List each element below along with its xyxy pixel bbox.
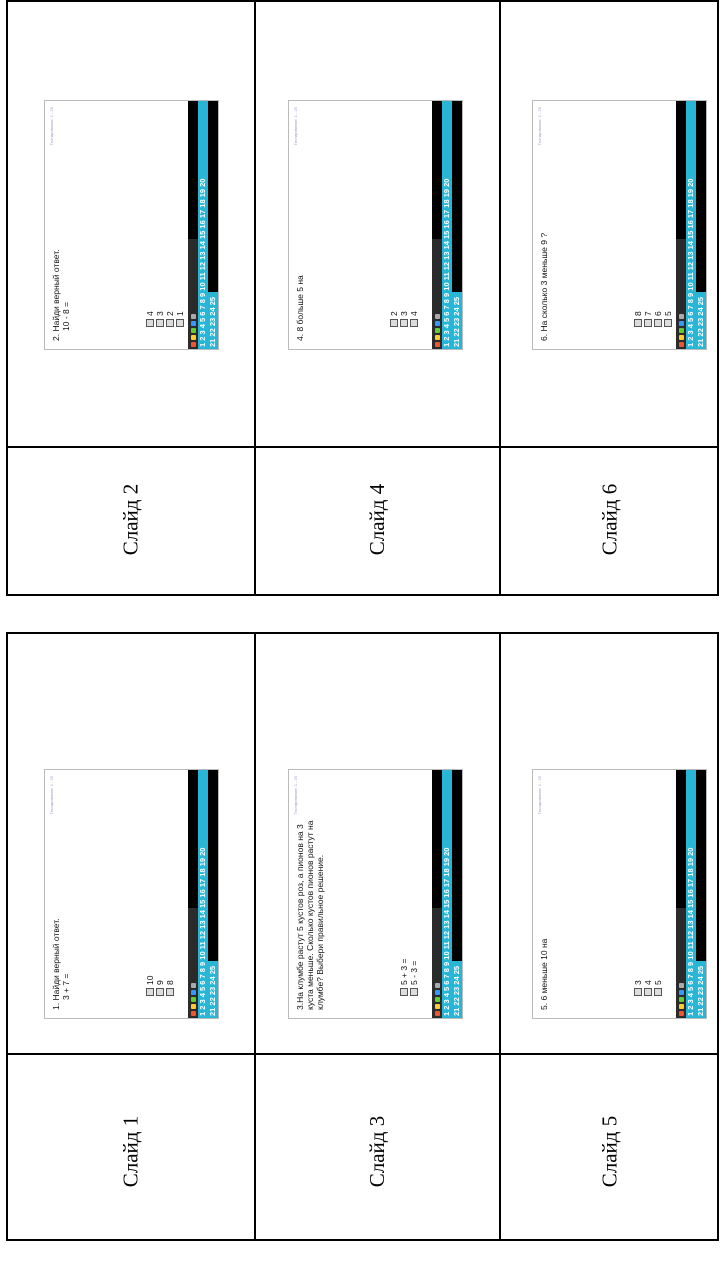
toolbar [188, 239, 198, 349]
question-line: 6. На сколько 3 меньше 9 ? [539, 232, 549, 341]
checkbox[interactable] [390, 319, 398, 327]
question-line: 4. 8 больше 5 на [295, 275, 305, 341]
checkbox[interactable] [400, 988, 408, 996]
answer-option: 8 [633, 311, 643, 316]
answer-option: 9 [155, 980, 165, 985]
slide-thumbnail-1 [44, 776, 294, 1194]
slide-thumbnail-6 [532, 107, 725, 525]
slides-table-top [6, 0, 719, 596]
question-line: 10 - 8 = [61, 301, 71, 331]
slide-thumbnail-4 [288, 107, 538, 525]
question-line: куста меньше. Сколько кустов пионов растут на [305, 820, 315, 1010]
navigation-bar [188, 770, 218, 1018]
answer-option: 8 [165, 980, 175, 985]
answer-option: 5 + 3 = [399, 958, 409, 985]
watermark: Тестирование: 1 - 25 [49, 776, 54, 815]
checkbox[interactable] [400, 319, 408, 327]
watermark: Тестирование: 1 - 25 [49, 107, 54, 146]
toolbar [676, 239, 686, 349]
slide-numbers[interactable]: 21 22 23 24 25 [696, 961, 706, 1018]
answer-option: 10 [145, 975, 155, 985]
slide-label: Слайд 3 [365, 1115, 389, 1188]
navigation-bar [676, 770, 706, 1018]
checkbox[interactable] [156, 988, 164, 996]
checkbox[interactable] [644, 988, 652, 996]
navigation-bar [432, 101, 462, 349]
watermark: Тестирование: 1 - 25 [537, 107, 542, 146]
answer-option: 2 [389, 311, 399, 316]
checkbox[interactable] [634, 988, 642, 996]
slide-label: Слайд 4 [365, 483, 389, 556]
toolbar [676, 908, 686, 1018]
question-line: 2. Найди верный ответ. [51, 249, 61, 341]
slide-numbers[interactable]: 21 22 23 24 25 [696, 292, 706, 349]
slide-label: Слайд 6 [597, 483, 622, 556]
answer-option: 4 [409, 311, 419, 316]
navigation-bar [188, 101, 218, 349]
answer-option: 3 [633, 980, 643, 985]
slide-label: Слайд 5 [597, 1115, 622, 1188]
answer-option: 4 [145, 311, 155, 316]
checkbox[interactable] [166, 988, 174, 996]
slide-numbers[interactable]: 21 22 23 24 25 [452, 961, 462, 1018]
checkbox[interactable] [156, 319, 164, 327]
slide-numbers[interactable]: 1 2 3 4 5 6 7 8 9 10 11 12 13 14 15 16 17 18 19 20 [442, 101, 452, 349]
slide-numbers[interactable]: 1 2 3 4 5 6 7 8 9 10 11 12 13 14 15 16 17 18 19 20 [442, 770, 452, 1018]
question-line: 5. 6 меньше 10 на [539, 938, 549, 1010]
answer-option: 1 [175, 311, 185, 316]
question-line: 1. Найди верный ответ. [51, 918, 61, 1010]
slide-numbers[interactable]: 21 22 23 24 25 [208, 961, 218, 1018]
answer-option: 5 - 3 = [409, 960, 419, 985]
watermark: Тестирование: 1 - 25 [293, 107, 298, 146]
checkbox[interactable] [634, 319, 642, 327]
slide-numbers[interactable]: 1 2 3 4 5 6 7 8 9 10 11 12 13 14 15 16 17 18 19 20 [198, 101, 208, 349]
watermark: Тестирование: 1 - 25 [537, 776, 542, 815]
slide-thumbnail-2 [44, 107, 294, 525]
checkbox[interactable] [166, 319, 174, 327]
question-line: 3 + 7 = [61, 973, 71, 1000]
toolbar [432, 908, 442, 1018]
answer-option: 7 [643, 311, 653, 316]
checkbox[interactable] [146, 988, 154, 996]
checkbox[interactable] [410, 319, 418, 327]
slide-thumbnail-5 [532, 776, 725, 1194]
slide-numbers[interactable]: 1 2 3 4 5 6 7 8 9 10 11 12 13 14 15 16 17 18 19 20 [686, 101, 696, 349]
checkbox[interactable] [654, 319, 662, 327]
slide-numbers[interactable]: 1 2 3 4 5 6 7 8 9 10 11 12 13 14 15 16 17 18 19 20 [198, 770, 208, 1018]
navigation-bar [432, 770, 462, 1018]
toolbar [188, 908, 198, 1018]
slide-numbers[interactable]: 21 22 23 24 25 [452, 292, 462, 349]
slide-label: Слайд 2 [118, 483, 143, 556]
answer-option: 3 [155, 311, 165, 316]
slide-thumbnail-3 [288, 776, 538, 1194]
checkbox[interactable] [146, 319, 154, 327]
answer-option: 3 [399, 311, 409, 316]
slides-table-bottom [6, 632, 719, 1241]
checkbox[interactable] [644, 319, 652, 327]
question-line: 3.На клумбе растут 5 кустов роз, а пионов на 3 [295, 824, 305, 1010]
checkbox[interactable] [664, 319, 672, 327]
question-line: клумбе? Выбери правильное решение. [315, 854, 325, 1010]
watermark: Тестирование: 1 - 25 [293, 776, 298, 815]
checkbox[interactable] [410, 988, 418, 996]
slide-numbers[interactable]: 21 22 23 24 25 [208, 292, 218, 349]
answer-option: 6 [653, 311, 663, 316]
slide-label: Слайд 1 [118, 1115, 143, 1188]
toolbar [432, 239, 442, 349]
answer-option: 5 [663, 311, 673, 316]
slide-numbers[interactable]: 1 2 3 4 5 6 7 8 9 10 11 12 13 14 15 16 17 18 19 20 [686, 770, 696, 1018]
answer-option: 5 [653, 980, 663, 985]
navigation-bar [676, 101, 706, 349]
answer-option: 4 [643, 980, 653, 985]
answer-option: 2 [165, 311, 175, 316]
checkbox[interactable] [654, 988, 662, 996]
checkbox[interactable] [176, 319, 184, 327]
